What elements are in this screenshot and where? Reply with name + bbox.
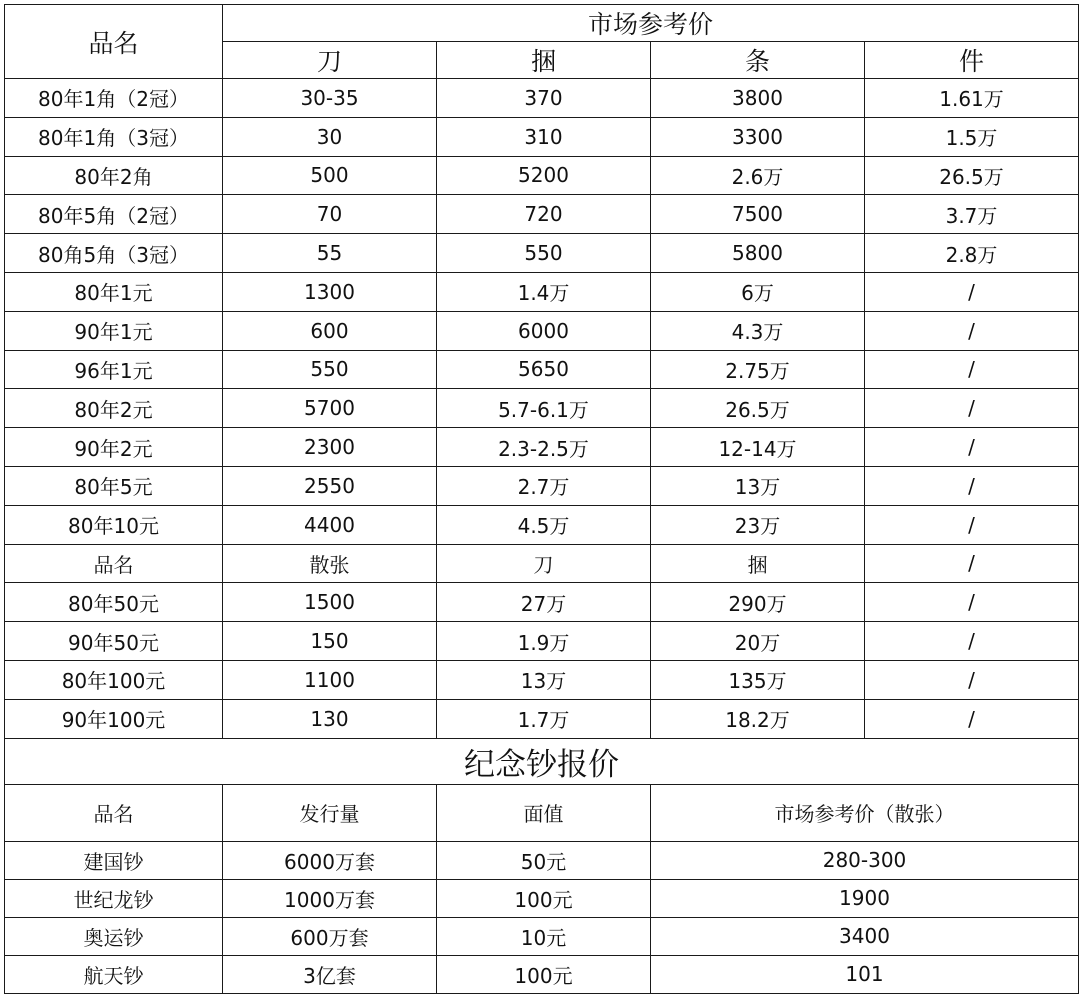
price-cell: 550 bbox=[223, 350, 437, 389]
price-cell: / bbox=[865, 389, 1079, 428]
price-cell: 5.7-6.1万 bbox=[437, 389, 651, 428]
price-cell: 6000 bbox=[437, 311, 651, 350]
commemorative-row bbox=[5, 955, 1079, 993]
commemorative-row bbox=[5, 917, 1079, 955]
price-cell: 3300 bbox=[651, 117, 865, 156]
commemorative-cell: 世纪龙钞 bbox=[5, 879, 223, 917]
price-cell: 6万 bbox=[651, 272, 865, 311]
price-cell: 90年2元 bbox=[5, 428, 223, 467]
price-cell: 7500 bbox=[651, 195, 865, 234]
price-cell: 2.75万 bbox=[651, 350, 865, 389]
price-cell: 1.7万 bbox=[437, 699, 651, 738]
price-cell: 1.61万 bbox=[865, 79, 1079, 118]
price-cell: 5650 bbox=[437, 350, 651, 389]
commemorative-header-cell: 市场参考价（散张） bbox=[651, 784, 1079, 841]
commemorative-cell: 600万套 bbox=[223, 917, 437, 955]
table-row bbox=[5, 622, 1079, 661]
commemorative-cell: 100元 bbox=[437, 955, 651, 993]
unit-header-dao: 刀 bbox=[223, 42, 437, 79]
table-row bbox=[5, 350, 1079, 389]
price-cell: 80年2元 bbox=[5, 389, 223, 428]
table-row bbox=[5, 117, 1079, 156]
price-cell: 80年100元 bbox=[5, 660, 223, 699]
commemorative-cell: 101 bbox=[651, 955, 1079, 993]
commemorative-cell: 1900 bbox=[651, 879, 1079, 917]
table-row bbox=[5, 428, 1079, 467]
price-cell: 70 bbox=[223, 195, 437, 234]
unit-header-kun: 捆 bbox=[437, 42, 651, 79]
subheader-cell: 捆 bbox=[651, 544, 865, 583]
price-cell: 96年1元 bbox=[5, 350, 223, 389]
price-cell: 4.5万 bbox=[437, 505, 651, 544]
price-cell: 1.9万 bbox=[437, 622, 651, 661]
unit-header-jian: 件 bbox=[865, 42, 1079, 79]
price-table bbox=[4, 4, 1079, 994]
price-cell: 500 bbox=[223, 156, 437, 195]
price-cell: 2.7万 bbox=[437, 466, 651, 505]
price-cell: 550 bbox=[437, 234, 651, 273]
table-row bbox=[5, 234, 1079, 273]
price-cell: 26.5万 bbox=[865, 156, 1079, 195]
price-cell: 27万 bbox=[437, 583, 651, 622]
price-cell: 1300 bbox=[223, 272, 437, 311]
price-cell: 2.8万 bbox=[865, 234, 1079, 273]
price-cell: 80年50元 bbox=[5, 583, 223, 622]
price-cell: 80年1角（2冠） bbox=[5, 79, 223, 118]
price-cell: / bbox=[865, 622, 1079, 661]
price-cell: / bbox=[865, 699, 1079, 738]
price-cell: 5700 bbox=[223, 389, 437, 428]
table-row bbox=[5, 195, 1079, 234]
price-cell: 80年1角（3冠） bbox=[5, 117, 223, 156]
table-row bbox=[5, 660, 1079, 699]
table-row bbox=[5, 311, 1079, 350]
price-cell: / bbox=[865, 272, 1079, 311]
price-cell: 55 bbox=[223, 234, 437, 273]
price-cell: 720 bbox=[437, 195, 651, 234]
commemorative-header-cell: 品名 bbox=[5, 784, 223, 841]
commemorative-cell: 3400 bbox=[651, 917, 1079, 955]
table-row bbox=[5, 466, 1079, 505]
price-cell: 80年10元 bbox=[5, 505, 223, 544]
commemorative-header-cell: 发行量 bbox=[223, 784, 437, 841]
price-cell: 20万 bbox=[651, 622, 865, 661]
price-cell: 23万 bbox=[651, 505, 865, 544]
commemorative-row bbox=[5, 879, 1079, 917]
table-row bbox=[5, 79, 1079, 118]
price-cell: / bbox=[865, 583, 1079, 622]
price-cell: 1500 bbox=[223, 583, 437, 622]
price-cell: 80年5角（2冠） bbox=[5, 195, 223, 234]
price-cell: / bbox=[865, 350, 1079, 389]
price-cell: 90年50元 bbox=[5, 622, 223, 661]
price-cell: / bbox=[865, 428, 1079, 467]
price-cell: / bbox=[865, 311, 1079, 350]
price-cell: 13万 bbox=[437, 660, 651, 699]
price-cell: 1.4万 bbox=[437, 272, 651, 311]
price-cell: 30-35 bbox=[223, 79, 437, 118]
price-cell: 4400 bbox=[223, 505, 437, 544]
price-cell: 1100 bbox=[223, 660, 437, 699]
commemorative-cell: 3亿套 bbox=[223, 955, 437, 993]
unit-header-tiao: 条 bbox=[651, 42, 865, 79]
price-cell: 4.3万 bbox=[651, 311, 865, 350]
price-cell: 600 bbox=[223, 311, 437, 350]
price-cell: 80年1元 bbox=[5, 272, 223, 311]
price-cell: 2.6万 bbox=[651, 156, 865, 195]
price-cell: 12-14万 bbox=[651, 428, 865, 467]
price-cell: 5800 bbox=[651, 234, 865, 273]
commemorative-cell: 建国钞 bbox=[5, 841, 223, 879]
price-cell: 3.7万 bbox=[865, 195, 1079, 234]
price-cell: / bbox=[865, 466, 1079, 505]
subheader-cell: 品名 bbox=[5, 544, 223, 583]
commemorative-cell: 280-300 bbox=[651, 841, 1079, 879]
table-row bbox=[5, 505, 1079, 544]
commemorative-header-cell: 面值 bbox=[437, 784, 651, 841]
subheader-cell: 刀 bbox=[437, 544, 651, 583]
commemorative-cell: 6000万套 bbox=[223, 841, 437, 879]
price-cell: 26.5万 bbox=[651, 389, 865, 428]
price-cell: 18.2万 bbox=[651, 699, 865, 738]
price-cell: 13万 bbox=[651, 466, 865, 505]
table-row bbox=[5, 389, 1079, 428]
price-cell: 90年100元 bbox=[5, 699, 223, 738]
price-cell: 135万 bbox=[651, 660, 865, 699]
price-cell: 310 bbox=[437, 117, 651, 156]
price-cell: 2.3-2.5万 bbox=[437, 428, 651, 467]
price-cell: 2300 bbox=[223, 428, 437, 467]
table-row bbox=[5, 583, 1079, 622]
price-cell: 370 bbox=[437, 79, 651, 118]
price-cell: 80年5元 bbox=[5, 466, 223, 505]
subheader-row bbox=[5, 544, 1079, 583]
commemorative-header-row bbox=[5, 784, 1079, 841]
name-header: 品名 bbox=[5, 5, 223, 79]
commemorative-cell: 奥运钞 bbox=[5, 917, 223, 955]
price-cell: / bbox=[865, 660, 1079, 699]
price-cell: 3800 bbox=[651, 79, 865, 118]
commemorative-cell: 10元 bbox=[437, 917, 651, 955]
table-row bbox=[5, 272, 1079, 311]
price-cell: / bbox=[865, 505, 1079, 544]
table-row bbox=[5, 699, 1079, 738]
price-cell: 90年1元 bbox=[5, 311, 223, 350]
subheader-cell: / bbox=[865, 544, 1079, 583]
subheader-cell: 散张 bbox=[223, 544, 437, 583]
price-cell: 1.5万 bbox=[865, 117, 1079, 156]
price-cell: 5200 bbox=[437, 156, 651, 195]
price-cell: 290万 bbox=[651, 583, 865, 622]
market-price-header: 市场参考价 bbox=[223, 5, 1079, 42]
price-cell: 80角5角（3冠） bbox=[5, 234, 223, 273]
price-cell: 2550 bbox=[223, 466, 437, 505]
commemorative-row bbox=[5, 841, 1079, 879]
commemorative-title: 纪念钞报价 bbox=[5, 738, 1079, 784]
price-cell: 150 bbox=[223, 622, 437, 661]
commemorative-cell: 航天钞 bbox=[5, 955, 223, 993]
price-cell: 30 bbox=[223, 117, 437, 156]
price-cell: 130 bbox=[223, 699, 437, 738]
commemorative-cell: 100元 bbox=[437, 879, 651, 917]
commemorative-cell: 1000万套 bbox=[223, 879, 437, 917]
commemorative-cell: 50元 bbox=[437, 841, 651, 879]
price-cell: 80年2角 bbox=[5, 156, 223, 195]
table-row bbox=[5, 156, 1079, 195]
